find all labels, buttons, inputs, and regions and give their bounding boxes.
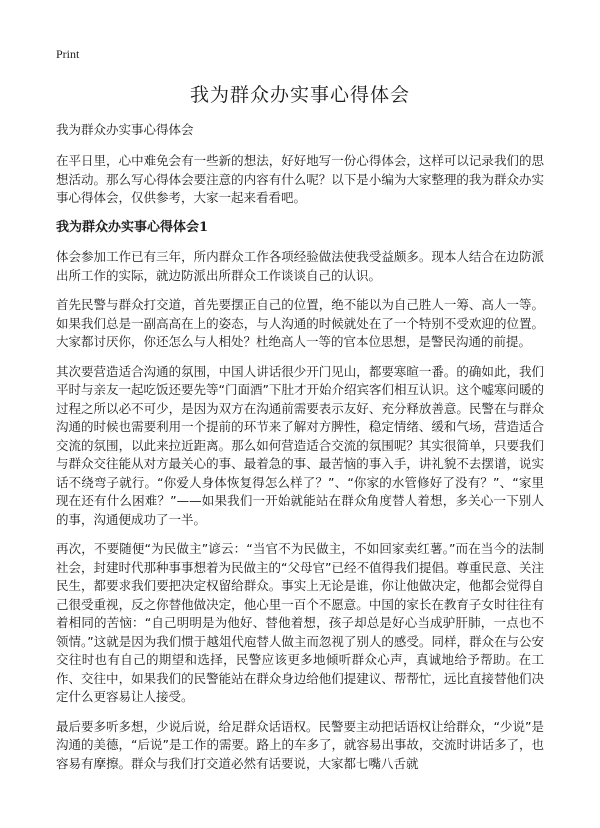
body-paragraph-1: 体会参加工作已有三年，所内群众工作各项经验做法使我受益颇多。现本人结合在边防派出所工作的实际，就边防派出所群众工作谈谈自己的认识。 [56, 249, 544, 283]
body-paragraph-2: 首先民警与群众打交道，首先要摆正自己的位置，绝不能以为自己胜人一筹、高人一等。如果我们总是一副高高在上的姿态，与人沟通的时候就处在了一个特别不受欢迎的位置。大家都讨厌你，你还怎么与人相处？杜绝高人一等的官本位思想，是警民沟通的前提。 [56, 297, 544, 349]
body-paragraph-4: 再次，不要随便“为民做主”谚云：“当官不为民做主，不如回家卖红薯。”而在当今的法制社会，封建时代那种事事想着为民做主的“父母官”已经不值得我们提倡。尊重民意、关注民生，都要求我们要把决定权留给群众。事实上无论是谁，你让他做决定，他都会觉得自己很受重视，反之你替他做决定，他心里一百个不愿意。中国的家长在教育子女时往往有着相同的苦恼：“自己明明是为他好、替他着想，孩子却总是好心当成驴肝肺，一点也不领情。”这就是因为我们惯于越俎代庖替人做主而忽视了别人的感受。同样，群众在与公安交往时也有自己的期望和选择，民警应该更多地倾听群众心声，真诚地给予帮助。在工作、交往中，如果我们的民警能站在群众身边给他们提建议、帮帮忙，远比直接替他们决定什么更容易让人接受。 [56, 541, 544, 704]
section-heading: 我为群众办实事心得体会1 [56, 219, 209, 235]
body-paragraph-5: 最后要多听多想，少说后说，给足群众话语权。民警要主动把话语权让给群众，“少说”是沟通的美德，“后说”是工作的需要。路上的车多了，就容易出事故，交流时讲话多了，也容易有摩擦。群众与我们打交道必然有话要说，大家都七嘴八舌就 [56, 718, 544, 771]
page-title: 我为群众办实事心得体会 [189, 84, 410, 106]
document-subtitle: 我为群众办实事心得体会 [56, 122, 194, 137]
intro-paragraph: 在平日里，心中难免会有一些新的想法，好好地写一份心得体会，这样可以记录我们的思想活动。那么写心得体会要注意的内容有什么呢？以下是小编为大家整理的我为群众办实事心得体会，仅供参考，大家一起来看看吧。 [56, 153, 544, 205]
body-paragraph-3: 其次要营造适合沟通的氛围，中国人讲话很少开门见山，都要寒暄一番。的确如此，我们平时与亲友一起吃饭还要先等“门面酒”下肚才开始介绍宾客们相互认识。这个嘘寒问暖的过程之所以必不可少，是因为双方在沟通前需要表示友好、充分释放善意。民警在与群众沟通的时候也需要利用一个提前的环节来了解对方脾性，稳定情绪、缓和气场，营造适合交流的氛围，以此来拉近距离。那么如何营造适合交流的氛围呢？其实很简单，只要我们与群众交往能从对方最关心的事、最着急的事、最苦恼的事入手，讲礼貌不去摆谱，说实话不绕弯子就行。“你爱人身体恢复得怎么样了？”、“你家的水管修好了没有？”、“家里现在还有什么困难？”——如果我们一开始就能站在群众角度替人着想，多关心一下别人的事，沟通便成功了一半。 [56, 363, 544, 527]
print-label: Print [56, 47, 80, 61]
document-body [56, 152, 544, 784]
